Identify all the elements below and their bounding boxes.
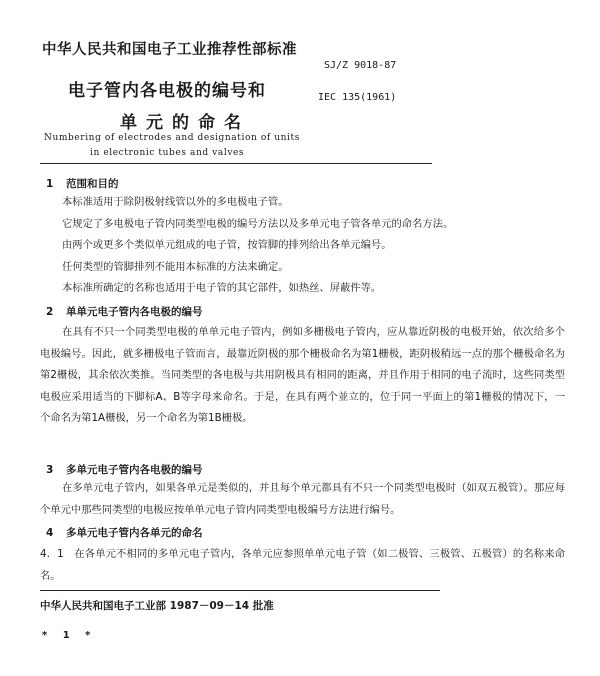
- english-title-line-2: in electronic tubes and valves: [90, 148, 245, 158]
- section-number: 2: [46, 306, 54, 318]
- section-1-body: [40, 192, 565, 300]
- section-4-body: [40, 544, 565, 587]
- section-number: 4: [46, 527, 54, 539]
- paragraph: 在多单元电子管内，如果各单元是类似的，并且每个单元都具有不只一个同类型电极时（如双五极管）。那应每个单元中那些同类型的电极应按单单元电子管内同类型电极编号方法进行编号。: [40, 482, 565, 516]
- document-title-line-1: 电子管内各电极的编号和: [68, 81, 266, 101]
- paragraph: 它规定了多电极电子管内同类型电极的编号方法以及多单元电子管各单元的命名方法。: [62, 217, 454, 230]
- section-number: 1: [46, 178, 54, 190]
- approval-line: 中华人民共和国电子工业部 1987－09－14 批准: [40, 600, 274, 612]
- section-3-heading: [46, 462, 203, 477]
- section-title: 多单元电子管内各单元的命名: [66, 527, 203, 539]
- paragraph: 本标准适用于除阴极射线管以外的多电极电子管。: [62, 196, 289, 208]
- paragraph: 任何类型的管脚排列不能用本标准的方法来确定。: [62, 260, 289, 273]
- iec-reference: IEC 135(1961): [318, 92, 397, 103]
- section-title: 多单元电子管内各电极的编号: [66, 464, 203, 476]
- standard-code: SJ/Z 9018-87: [324, 60, 397, 71]
- title-divider: [40, 163, 432, 164]
- page-number: * 1 *: [42, 630, 97, 641]
- paragraph: 在具有不只一个同类型电极的单单元电子管内，例如多栅极电子管内，应从靠近阴极的电极开始，依次给多个电极编号。因此，就多栅极电子管而言，最靠近阴极的那个栅极命名为第1栅极，距阴极稍远一点的那个栅极命名为第2栅极，其余依次类推。当同类型的各电极与共用阴极具有相同的距离，并且作用于相同的电子流时，这些同类型电极应采用适当的下脚标A、B等字母来命名。于是，在具有两个並立的，位于同一平面上的第1栅极的情况下，一个命名为第1A栅极，另一个命名为第1B栅极。: [40, 326, 565, 424]
- document-title-line-2: 单元的命名: [120, 113, 250, 133]
- section-3-body: [40, 478, 565, 521]
- footer-divider: [40, 590, 440, 591]
- section-1-heading: [46, 176, 119, 191]
- section-2-heading: [46, 304, 203, 319]
- issuing-organization: 中华人民共和国电子工业推荐性部标准: [42, 42, 297, 58]
- section-title: 单单元电子管内各电极的编号: [66, 306, 203, 318]
- english-title-line-1: Numbering of electrodes and designation of units: [44, 133, 300, 143]
- paragraph: 本标准所确定的名称也适用于电子管的其它部件，如热丝、屏蔽件等。: [62, 282, 382, 294]
- section-4-heading: [46, 525, 203, 540]
- paragraph: 由两个或更多个类似单元组成的电子管，按管脚的排列给出各单元编号。: [62, 239, 392, 251]
- paragraph: 4．1 在各单元不相同的多单元电子管内，各单元应参照单单元电子管（如二极管、三极管、五极管）的名称来命名。: [40, 548, 565, 582]
- section-title: 范围和目的: [66, 178, 119, 190]
- section-number: 3: [46, 464, 54, 476]
- section-2-body: [40, 322, 565, 430]
